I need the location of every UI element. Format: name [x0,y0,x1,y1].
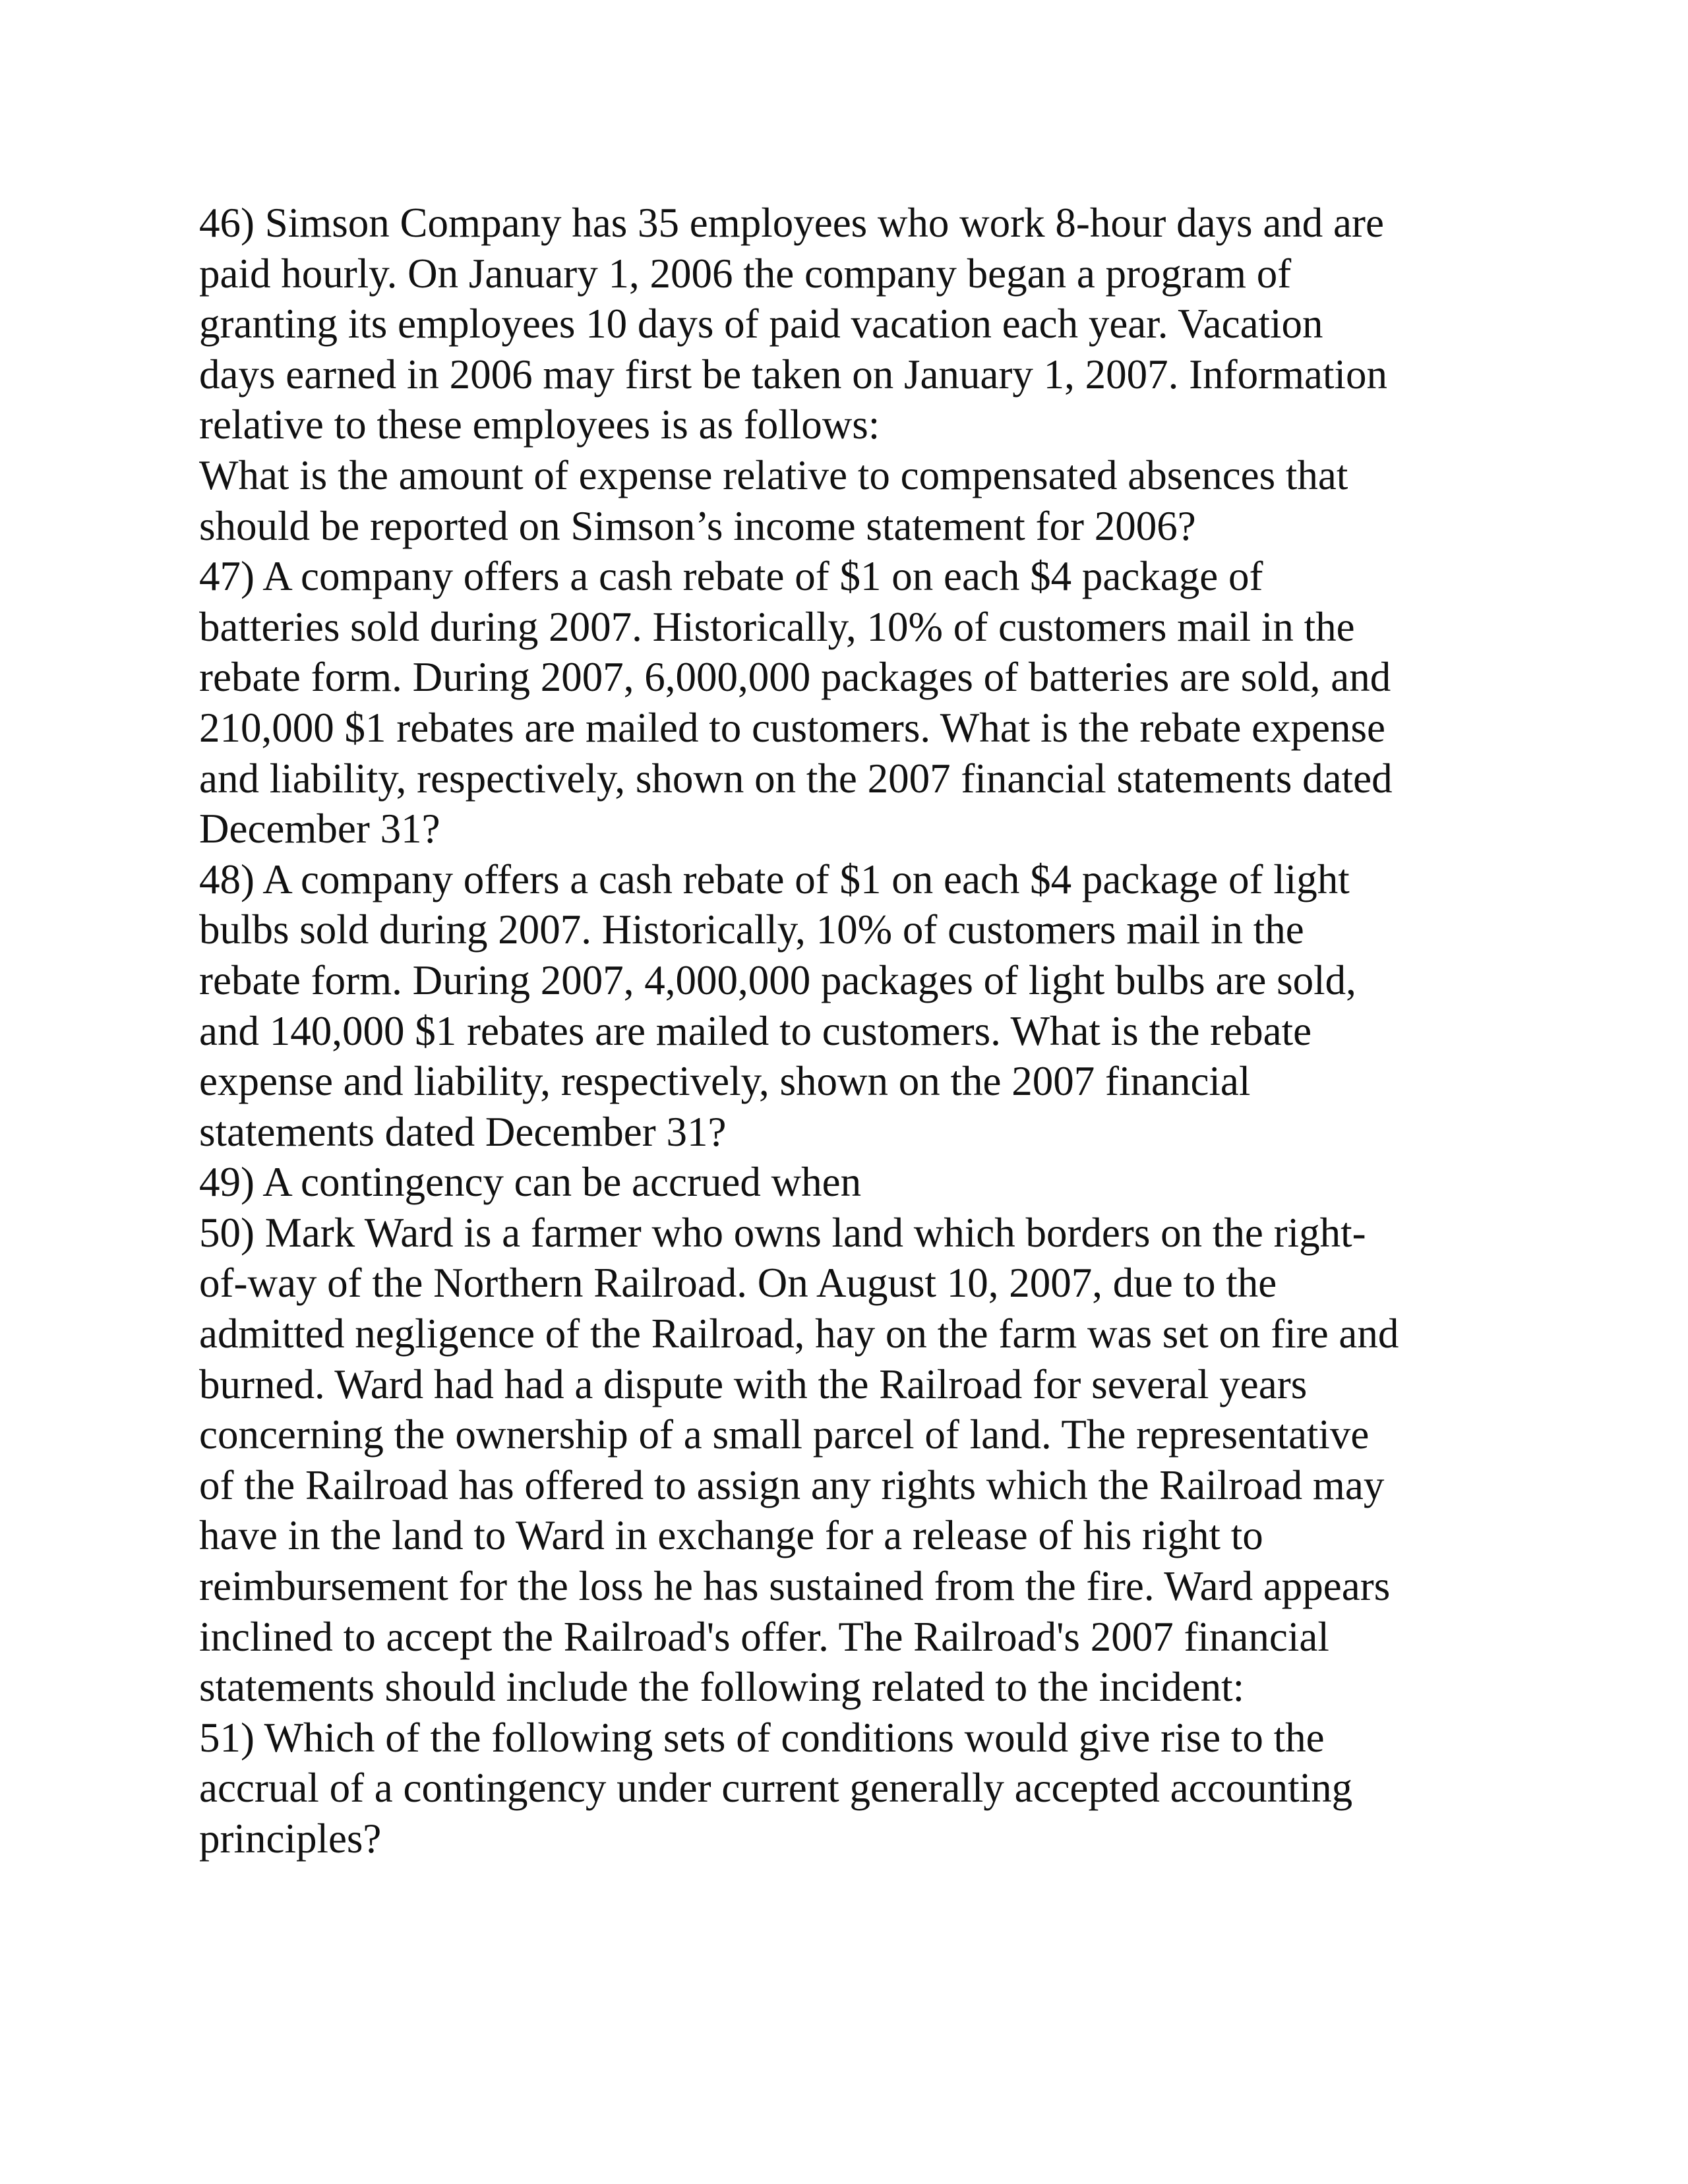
question-51-line-1: 51) Which of the following sets of conditions would give rise to the [199,1714,1325,1761]
question-48-line-6: statements dated December 31? [199,1108,727,1155]
question-46-line-5: relative to these employees is as follows: [199,401,880,448]
question-50-line-4: burned. Ward had had a dispute with the Railroad for several years [199,1361,1308,1407]
question-47-line-6: December 31? [199,806,440,852]
question-text-block [199,198,1492,1864]
question-46-line-3: granting its employees 10 days of paid vacation each year. Vacation [199,301,1323,347]
question-50-line-2: of-way of the Northern Railroad. On August 10, 2007, due to the [199,1260,1277,1307]
question-47-line-2: batteries sold during 2007. Historically, 10% of customers mail in the [199,603,1355,650]
question-50-line-5: concerning the ownership of a small parcel of land. The representative [199,1411,1370,1458]
question-50-line-7: have in the land to Ward in exchange for a release of his right to [199,1512,1263,1559]
question-50-line-1: 50) Mark Ward is a farmer who owns land which borders on the right- [199,1209,1366,1256]
question-48-line-5: expense and liability, respectively, shown on the 2007 financial [199,1058,1251,1105]
question-48-line-3: rebate form. During 2007, 4,000,000 packages of light bulbs are sold, [199,957,1356,1003]
question-50-line-10: statements should include the following related to the incident: [199,1664,1245,1711]
question-48-line-4: and 140,000 $1 rebates are mailed to customers. What is the rebate [199,1007,1312,1054]
question-47-line-5: and liability, respectively, shown on the 2007 financial statements dated [199,755,1393,802]
question-51-line-2: accrual of a contingency under current generally accepted accounting [199,1765,1353,1812]
question-48-line-2: bulbs sold during 2007. Historically, 10% of customers mail in the [199,906,1304,953]
question-49-line-1: 49) A contingency can be accrued when [199,1159,862,1206]
question-50-line-6: of the Railroad has offered to assign any rights which the Railroad may [199,1461,1385,1508]
question-46-line-1: 46) Simson Company has 35 employees who work 8-hour days and are [199,200,1384,246]
question-50-line-8: reimbursement for the loss he has sustained from the fire. Ward appears [199,1563,1391,1610]
question-46-line-7: should be reported on Simson’s income statement for 2006? [199,502,1196,549]
question-46-line-2: paid hourly. On January 1, 2006 the company began a program of [199,250,1292,297]
question-50-line-3: admitted negligence of the Railroad, hay on the farm was set on fire and [199,1311,1399,1357]
question-46-line-6: What is the amount of expense relative to compensated absences that [199,452,1348,498]
question-47-line-3: rebate form. During 2007, 6,000,000 packages of batteries are sold, and [199,654,1391,701]
question-51-line-3: principles? [199,1815,382,1862]
question-50-line-9: inclined to accept the Railroad's offer. The Railroad's 2007 financial [199,1613,1329,1660]
question-46-line-4: days earned in 2006 may first be taken on January 1, 2007. Information [199,351,1388,398]
question-47-line-4: 210,000 $1 rebates are mailed to customers. What is the rebate expense [199,704,1385,751]
question-48-line-1: 48) A company offers a cash rebate of $1 on each $4 package of light [199,856,1350,902]
question-47-line-1: 47) A company offers a cash rebate of $1 on each $4 package of [199,553,1263,600]
